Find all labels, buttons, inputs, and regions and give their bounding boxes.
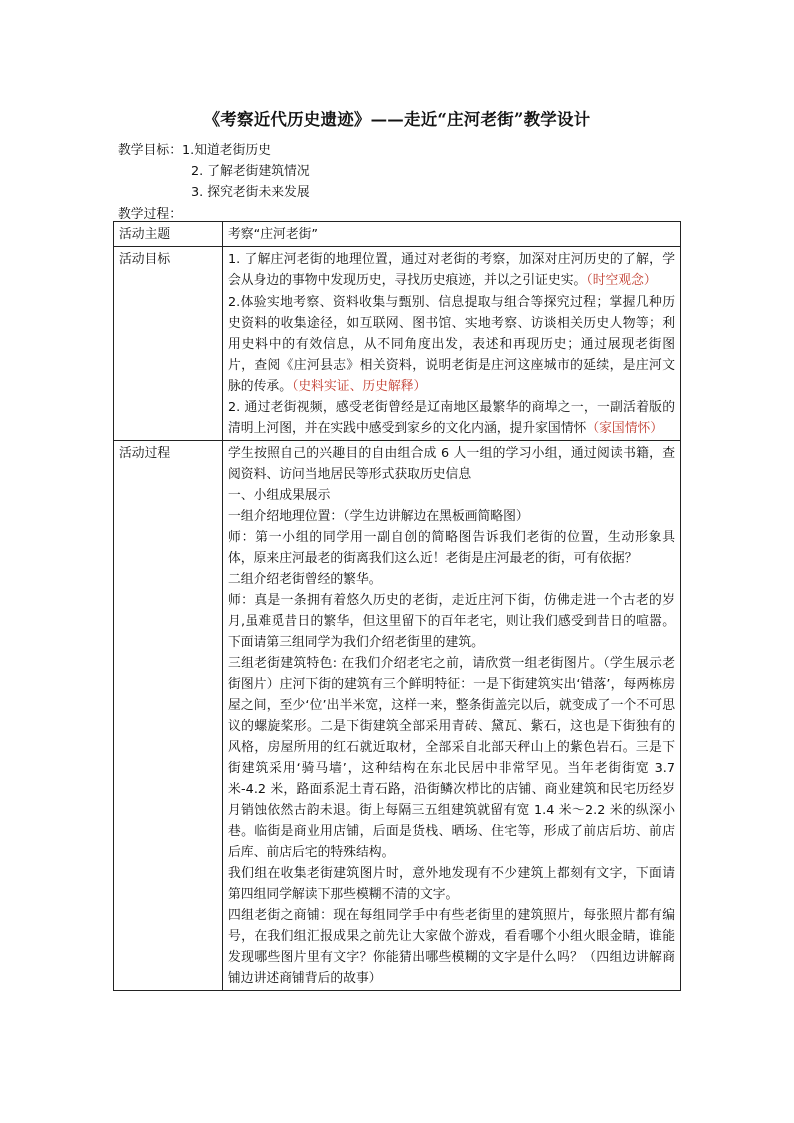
literacy-tag: （史料实证、历史解释） (291, 379, 427, 394)
row-label-process: 活动过程 (114, 441, 223, 991)
process-content (223, 441, 681, 991)
goal-item: 3. 探究老街未来发展 (191, 185, 310, 200)
process-paragraph: 四组老街之商铺：现在每组同学手中有些老街里的建筑照片，每张照片都有编号，在我们组汇报成果之前先让大家做个游戏，看看哪个小组火眼金睛，谁能发现哪些图片里有文字？你能猜出哪些模糊的文字是什么吗？（四组边讲解商铺边讲述商铺背后的故事） (228, 908, 675, 986)
process-paragraph: 三组老街建筑特色: 在我们介绍老宅之前，请欣赏一组老街图片。（学生展示老街图片）庄河下街的建筑有三个鲜明特征：一是下街建筑实出‘错落’，每两栋房屋之间，至少‘位’出半米宽，这样一来，整条街盖完以后，就变成了一个不可思议的螺旋桨形。二是下街建筑全部采用青砖、黛瓦、紫石，这也是下街独有的风格，房屋所用的红石就近取材，全部采自北部天秤山上的紫色岩石。三是下街建筑采用‘骑马墙’，这种结构在东北民居中非常罕见。当年老街街宽 3.7 米-4.2 米，路面系泥土青石路，沿街鳞次栉比的店铺、商业建筑和民宅历经岁月销蚀依然古韵未退。街上每隔三五组建筑就留有宽 1.4 米～2.2 米的纵深小巷。临街是商业用店铺，后面是货栈、晒场、住宅等，形成了前店后坊、前店后库、前店后宅的特殊结构。 (228, 656, 675, 860)
process-paragraph: 师：第一小组的同学用一副自创的简略图告诉我们老街的位置，生动形象具体，原来庄河最老的街离我们这么近！老街是庄河最老的街，可有依据？ (228, 530, 675, 566)
goal-row-3 (118, 182, 310, 203)
process-heading: 一、小组成果展示 (228, 488, 331, 503)
goal-row-1 (118, 140, 310, 161)
process-label: 教学过程： (118, 207, 182, 222)
goal-row-2 (118, 161, 310, 182)
objectives-content (223, 247, 681, 441)
row-label-topic: 活动主题 (114, 222, 223, 247)
topic-content: 考察“庄河老街” (223, 222, 681, 247)
objective-paragraph (228, 292, 675, 397)
row-label-objectives: 活动目标 (114, 247, 223, 441)
literacy-tag: （时空观念） (586, 273, 657, 288)
table-row-process (114, 441, 681, 991)
document-title: 《考察近代历史遗迹》——走近“庄河老街”教学设计 (203, 110, 591, 129)
process-paragraph: 学生按照自己的兴趣目的自由组合成 6 人一组的学习小组，通过阅读书籍，查阅资料、访问当地居民等形式获取历史信息 (228, 446, 675, 482)
objective-paragraph (228, 397, 675, 439)
goals-label: 教学目标： (118, 143, 182, 158)
lesson-plan-table (113, 221, 681, 991)
objective-text: 2.体验实地考察、资料收集与甄别、信息提取与组合等探究过程；掌握几种历史资料的收集途径，如互联网、图书馆、实地考察、访谈相关历史人物等；利用史料中的有效信息，从不同角度出发，表述和再现历史；通过展现老街图片，查阅《庄河县志》相关资料，说明老街是庄河这座城市的延续，是庄河文脉的传承。 (228, 295, 675, 394)
table-row-topic (114, 222, 681, 247)
objective-paragraph (228, 249, 675, 291)
table-row-objectives (114, 247, 681, 441)
process-paragraph: 二组介绍老街曾经的繁华。 (228, 572, 382, 587)
teaching-goals (118, 140, 310, 203)
goal-item: 1.知道老街历史 (181, 143, 271, 158)
process-paragraph: 我们组在收集老街建筑图片时，意外地发现有不少建筑上都刻有文字，下面请第四组同学解读下那些模糊不清的文字。 (228, 866, 675, 902)
process-paragraph: 一组介绍地理位置：（学生边讲解边在黑板画简略图） (228, 509, 529, 524)
process-paragraph: 师：真是一条拥有着悠久历史的老街，走近庄河下街，仿佛走进一个古老的岁月,虽难觅昔日的繁华，但这里留下的百年老宅，则让我们感受到昔日的喧嚣。下面请第三组同学为我们介绍老街里的建筑。 (228, 593, 675, 650)
literacy-tag: （家国情怀） (586, 421, 664, 436)
objective-text: 2. 通过老街视频，感受老街曾经是辽南地区最繁华的商埠之一，一副活着版的清明上河图，并在实践中感受到家乡的文化内涵，提升家国情怀 (228, 400, 675, 436)
objective-text: 1. 了解庄河老街的地理位置，通过对老街的考察，加深对庄河历史的了解，学会从身边的事物中发现历史，寻找历史痕迹，并以之引证史实。 (228, 252, 675, 288)
goal-item: 2. 了解老街建筑情况 (191, 164, 310, 179)
